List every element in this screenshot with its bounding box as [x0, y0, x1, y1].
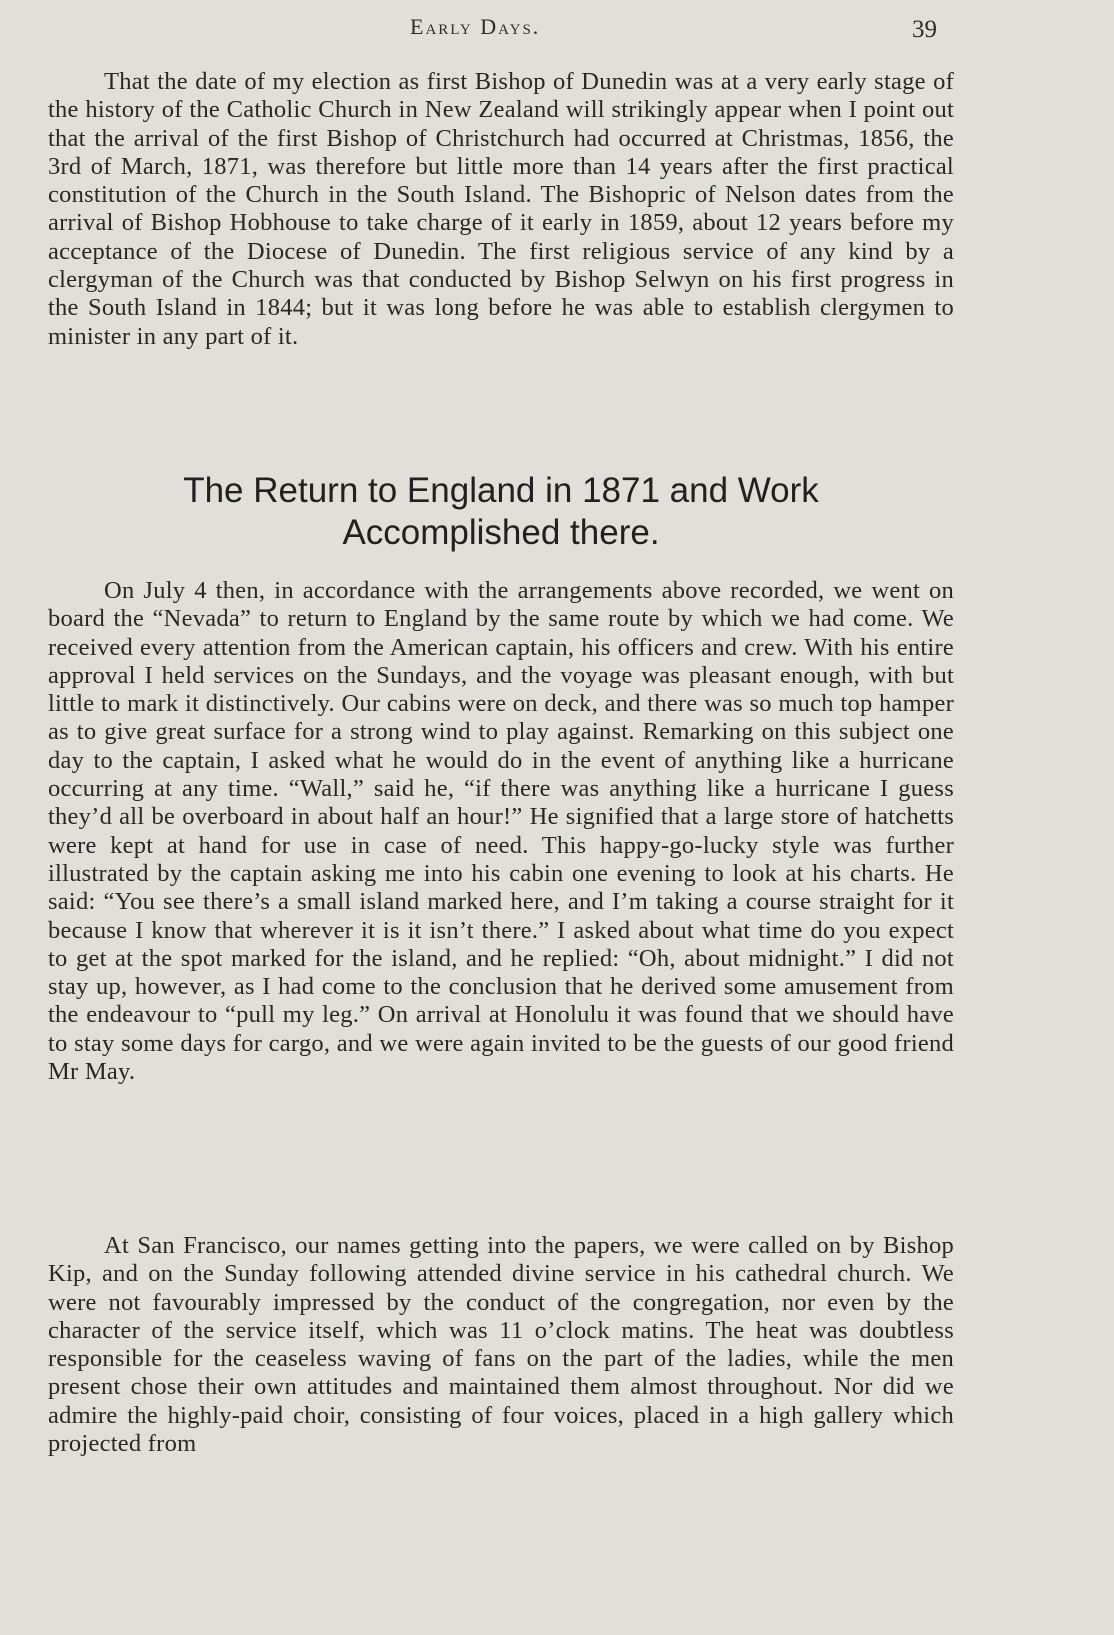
paragraph-election-date: That the date of my election as first Bishop of Dunedin was at a very early stage of the history of the Catholic Church in New Zealand will strikingly appear when I point out that the arrival of the first Bishop of Christchurch had occurred at Christmas, 1856, the 3rd of March, 1871, was therefore but little more than 14 years after the first practical constitution of the Church in the South Island. The Bishopric of Nelson dates from the arrival of Bishop Hobhouse to take charge of it early in 1859, about 12 years before my acceptance of the Diocese of Dunedin. The first religious service of any kind by a clergyman of the Church was that conducted by Bishop Selwyn on his first progress in the South Island in 1844; but it was long before he was able to establish clergymen to minister in any part of it.: [48, 68, 954, 350]
section-heading: [48, 470, 954, 554]
paragraph-voyage-nevada: On July 4 then, in accordance with the arrangements above recorded, we went on board the “Nevada” to return to England by the same route by which we had come. We received every attention from the American captain, his officers and crew. With his entire approval I held services on the Sundays, and the voyage was pleasant enough, with but little to mark it distinctively. Our cabins were on deck, and there was so much top hamper as to give great surface for a strong wind to play against. Remarking on this subject one day to the captain, I asked what he would do in the event of anything like a hurricane occurring at any time. “Wall,” said he, “if there was anything like a hurricane I guess they’d all be overboard in about half an hour!” He signified that a large store of hatchetts were kept at hand for use in case of need. This happy-go-lucky style was further illustrated by the captain asking me into his cabin one evening to look at his charts. He said: “You see there’s a small island marked here, and I’m taking a course straight for it because I know that wherever it is it isn’t there.” I asked about what time do you expect to get at the spot marked for the island, and he replied: “Oh, about midnight.” I did not stay up, however, as I had come to the conclusion that he derived some amusement from the endeavour to “pull my leg.” On arrival at Honolulu it was found that we should have to stay some days for cargo, and we were again invited to be the guests of our good friend Mr May.: [48, 577, 954, 1086]
section-heading-line-1: The Return to England in 1871 and Work: [183, 471, 819, 510]
paragraph-san-francisco: At San Francisco, our names getting into the papers, we were called on by Bishop Kip, and on the Sunday following attended divine service in his cathedral church. We were not favourably impressed by the conduct of the congregation, nor even by the character of the service itself, which was 11 o’clock matins. The heat was doubtless responsible for the ceaseless waving of fans on the part of the ladies, while the men present chose their own attitudes and maintained them almost throughout. Nor did we admire the highly-paid choir, consisting of four voices, placed in a high gallery which projected from: [48, 1232, 954, 1458]
section-heading-line-2: Accomplished there.: [342, 513, 660, 552]
page-number: 39: [912, 16, 937, 43]
running-head: Early Days.: [410, 14, 541, 39]
